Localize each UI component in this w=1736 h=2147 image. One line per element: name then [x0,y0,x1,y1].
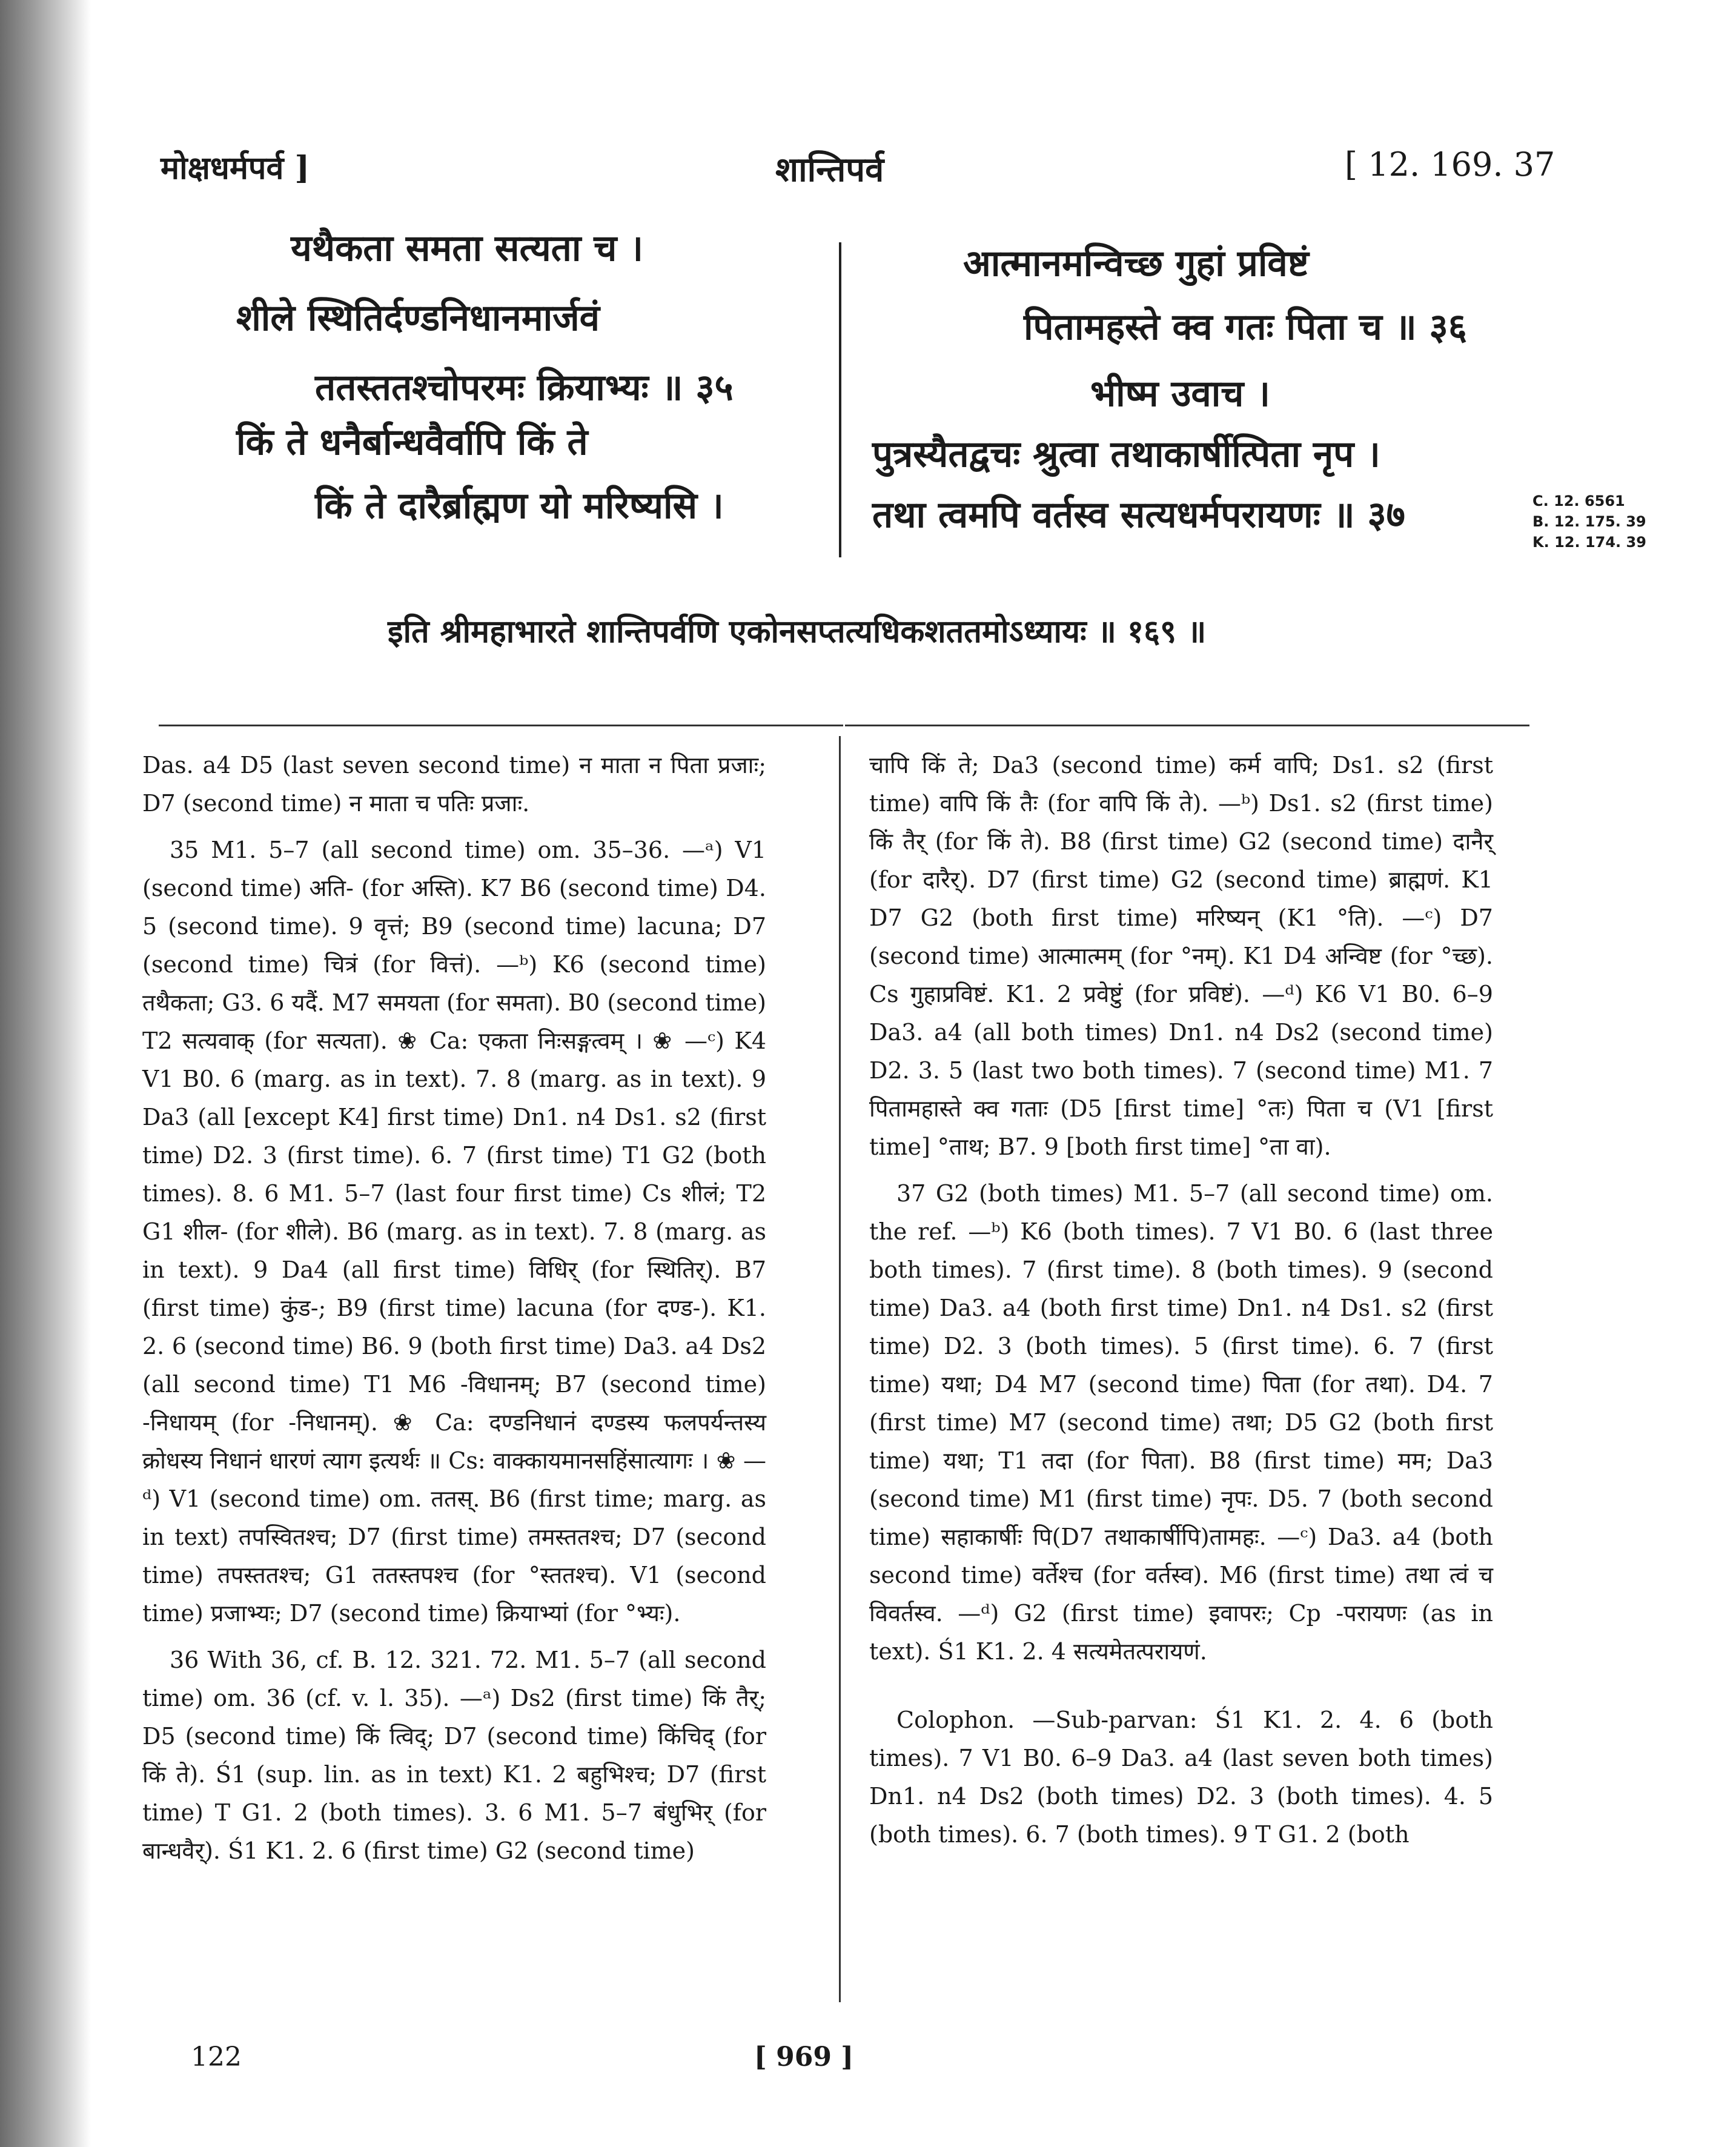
header-right: [ 12. 169. 37 [1345,145,1555,184]
chapter-colophon: इति श्रीमहाभारते शान्तिपर्वणि एकोनसप्तत्यधिकशततमोऽध्यायः ॥ १६९ ॥ [388,613,1207,650]
header-left: मोक्षधर्मपर्व ] [161,150,310,187]
verse-line: आत्मानमन्विच्छ गुहां प्रविष्टं [963,242,1309,285]
note-paragraph: 36 With 36, cf. B. 12. 321. 72. M1. 5–7 (all second time) om. 36 (cf. v. l. 35). —ᵃ) Ds2 (first time) किं तैर्; D5 (second time) किं त्विद्; D7 (second time) किंचिद् (for किं ते). Ś1 (sup. lin. as in text) K1. 2 बहुभिश्च; D7 (first time) T G1. 2 (both times). 3. 6 M1. 5–7 बंधुभिर् (for बान्धवैर्). Ś1 K1. 2. 6 (first time) G2 (second time) [142,1647,766,1864]
page-number-left: 122 [191,2042,242,2072]
speaker-line: भीष्म उवाच । [1090,373,1270,415]
concordance-ref: B. 12. 175. 39 [1532,513,1646,530]
concordance-ref: K. 12. 174. 39 [1532,534,1646,551]
verse-line: ततस्ततश्चोपरमः क्रियाभ्यः ॥ ३५ [315,367,734,409]
verse-line: किं ते दारैर्ब्राह्मण यो मरिष्यसि । [315,485,724,527]
verse-divider [839,242,841,557]
verse-line: पितामहस्ते क्व गतः पिता च ॥ ३६ [1024,306,1467,348]
apparatus-column-left [142,746,766,1879]
apparatus-column-right [869,746,1493,1862]
page-number-center: [ 969 ] [754,2042,854,2072]
column-divider [839,736,841,2002]
scan-shadow [0,0,91,2147]
header-center: शान्तिपर्व [775,150,884,190]
note-paragraph: चापि किं ते; Da3 (second time) कर्म वापि; Ds1. s2 (first time) वापि किं तैः (for वापि किं ते). —ᵇ) Ds1. s2 (first time) किं तैर् (for किं ते). B8 (first time) G2 (second time) दानैर् (for दारैर्). D7 (first time) G2 (second time) ब्राह्मणं. K1 D7 G2 (both first time) मरिष्यन् (K1 °ति). —ᶜ) D7 (second time) आत्मात्मम् (for °नम्). K1 D4 अन्विष्ट (for °च्छ). Cs गुहाप्रविष्टं. K1. 2 प्रवेष्टुं (for प्रविष्टं). —ᵈ) K6 V1 B0. 6–9 Da3. a4 (all both times) Dn1. n4 Ds2 (second time) D2. 3. 5 (last two both times). 7 (second time) M1. 7 पितामहास्ते क्व गताः (D5 [first time] °तः) पिता च (V1 [first time] °ताथ; B7. 9 [both first time] °ता वा). [869,752,1493,1160]
note-paragraph: 35 M1. 5–7 (all second time) om. 35–36. —ᵃ) V1 (second time) अति- (for अस्ति). K7 B6 (second time) D4. 5 (second time). 9 वृत्तं; B9 (second time) lacuna; D7 (second time) चित्रं (for वित्तं). —ᵇ) K6 (second time) तथैकता; G3. 6 यदैं. M7 समयता (for समता). B0 (second time) T2 सत्यवाक् (for सत्यता). ❀ Ca: एकता निःसङ्गत्वम् । ❀ —ᶜ) K4 V1 B0. 6 (marg. as in text). 7. 8 (marg. as in text). 9 Da3 (all [except K4] first time) Dn1. n4 Ds1. s2 (first time) D2. 3 (first time). 6. 7 (first time) T1 G2 (both times). 8. 6 M1. 5–7 (last four first time) Cs शीलं; T2 G1 शील- (for शीले). B6 (marg. as in text). 7. 8 (marg. as in text). 9 Da4 (all first time) विधिर् (for स्थितिर्). B7 (first time) कुंड-; B9 (first time) lacuna (for दण्ड-). K1. 2. 6 (second time) B6. 9 (both first time) Da3. a4 Ds2 (all second time) T1 M6 -विधानम्; B7 (second time) -निधायम् (for -निधानम्). ❀ Ca: दण्डनिधानं दण्डस्य फलपर्यन्तस्य क्रोधस्य निधानं धारणं त्याग इत्यर्थः ॥ Cs: वाक्कायमानसहिंसात्यागः । ❀ —ᵈ) V1 (second time) om. ततस्. B6 (first time; marg. as in text) तपस्वितश्च; D7 (first time) तमस्ततश्च; D7 (second time) तपस्ततश्च; G1 ततस्तपश्च (for °स्ततश्च). V1 (second time) प्रजाभ्यः; D7 (second time) क्रियाभ्यां (for °भ्यः). [142,837,766,1627]
verse-line: किं ते धनैर्बान्धवैर्वापि किं ते [236,421,588,463]
verse-line: यथैकता समता सत्यता च । [291,227,644,270]
apparatus-rule-left [159,725,843,726]
concordance [1532,491,1646,553]
note-paragraph: 37 G2 (both times) M1. 5–7 (all second time) om. the ref. —ᵇ) K6 (both times). 7 V1 B0. 6 (last three both times). 7 (first time). 8 (both times). 9 (second time) Da3. a4 (both first time) Dn1. n4 Ds1. s2 (first time) D2. 3 (both times). 5 (first time). 6. 7 (first time) यथा; D4 M7 (second time) पिता (for तथा). D4. 7 (first time) M7 (second time) तथा; D5 G2 (both first time) यथा; T1 तदा (for पिता). B8 (first time) मम; Da3 (second time) M1 (first time) नृपः. D5. 7 (both second time) सहाकार्षीः पि(D7 तथाकार्षीपि)तामहः. —ᶜ) Da3. a4 (both second time) वर्तेश्च (for वर्तस्व). M6 (first time) तथा त्वं च विवर्तस्व. —ᵈ) G2 (first time) इवापरः; Cp -परायणः (as in text). Ś1 K1. 2. 4 सत्यमेतत्परायणं. [869,1180,1493,1665]
verse-line: शीले स्थितिर्दण्डनिधानमार्जवं [236,297,600,339]
apparatus-rule-right [845,725,1529,726]
note-paragraph: Colophon. —Sub-parvan: Ś1 K1. 2. 4. 6 (both times). 7 V1 B0. 6–9 Da3. a4 (last seven both times) Dn1. n4 Ds2 (both times) D2. 3 (both times). 4. 5 (both times). 6. 7 (both times). 9 T G1. 2 (both [869,1707,1493,1848]
concordance-ref: C. 12. 6561 [1532,493,1625,509]
verse-line: पुत्रस्यैतद्वचः श्रुत्वा तथाकार्षीत्पिता नृप । [872,433,1380,476]
verse-line: तथा त्वमपि वर्तस्व सत्यधर्मपरायणः ॥ ३७ [872,494,1405,536]
note-paragraph: Das. a4 D5 (last seven second time) न माता न पिता प्रजाः; D7 (second time) न माता च पतिः प्रजाः. [142,752,766,817]
